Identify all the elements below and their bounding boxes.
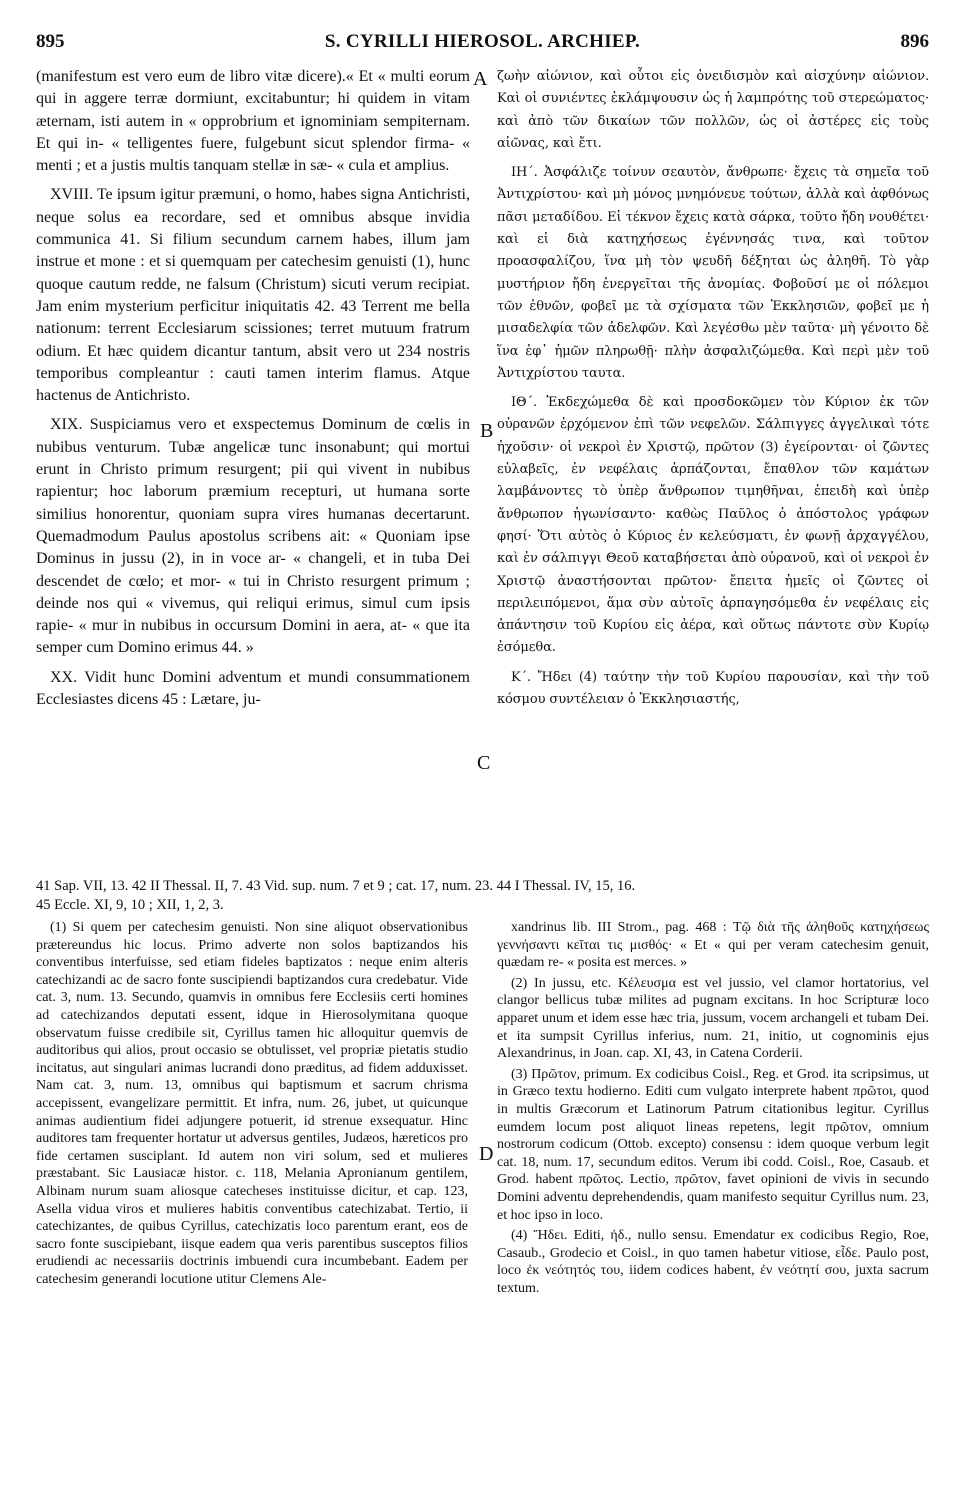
footnotes-right [497,919,929,1297]
footnote-3: (3) Πρῶτον, primum. Ex codicibus Coisl., Reg. et Grod. ita scripsimus, ut in Græco textu hodierno. Editi cum vulgato interprete habent πρῶτοι, quod in multis Græcorum et Latinorum Patrum citationibus legitur. Cyrillus eumdem locum post aliquot lineas repetens, legit πρῶτον, omnium nostrorum codicum (Ottob. excepto) consensu : idem quoque verbum legit cat. 18, num. 17, secundum editos. Verum ibi codd. Coisl., Roe, Casaub. et Grod. habent πρῶτος. Lectio, πρῶτον, favet opinioni de vivis in secundo Domini adventu deprehendendis, quam manifesto sequitur Cyrillus num. 23, et hoc ipso in loco. [497,1066,929,1223]
greek-column [497,66,929,711]
footnote-1-continued: xandrinus lib. III Strom., pag. 468 : Τῷ διὰ τῆς ἀληθοῦς κατηχήσεως γεννήσαντι κεῖται τις μισθός· « Et « qui per veram catechesim genuit, quædam re- « posita est merces. » [497,920,929,971]
greek-paragraph-19: ΙΘ΄. Ἐκδεχώμεθα δὲ καὶ προσδοκῶμεν τὸν Κύριον ἐκ τῶν οὐρανῶν ἐρχόμενον ἐπὶ τῶν νεφελῶν. Σάλπιγγες ἀγγελικαὶ τότε ἠχοῦσιν· οἱ νεκροὶ ἐν Χριστῷ, πρῶτον (3) ἐγείρονται· οἱ ζῶντες εὐλαβεῖς, ἐν νεφέλαις ἁρπάζονται, ἔπαθλον τῶν καμάτων λαμβάνοντες τὸ ὑπὲρ ἄνθρωπον τιμηθῆναι, ἐπειδὴ καὶ ὑπὲρ ἄνθρωπον ἠγωνίσαντο· καθὼς Παῦλος ὁ ἀπόστολος γράφων φησί· Ὅτι αὐτὸς ὁ Κύριος ἐν κελεύσματι, ἐν φωνῇ ἀρχαγγέλου, καὶ ἐν σάλπιγγι Θεοῦ καταβήσεται ἀπὸ οὐρανοῦ, καὶ οἱ νεκροὶ ἐν Χριστῷ ἀναστήσονται πρῶτον· ἔπειτα ἡμεῖς οἱ ζῶντες οἱ περιλειπόμενοι, ἅμα σὺν αὐτοῖς ἁρπαγησόμεθα ἐν νεφέλαις εἰς ἀπάντησιν τοῦ Κυρίου εἰς ἀέρα, καὶ οὕτως πάντοτε σὺν Κυρίῳ ἐσόμεθα. [497,395,929,656]
greek-paragraph-18: ΙΗ΄. Ἀσφάλιζε τοίνυν σεαυτὸν, ἄνθρωπε· ἔχεις τὰ σημεῖα τοῦ Ἀντιχρίστου· καὶ μὴ μόνος μνημόνευε τούτων, ἀλλὰ καὶ ἀφθόνως πᾶσι μεταδίδου. Εἰ τέκνον ἔχεις κατὰ σάρκα, τοῦτο ἤδη νουθέτει· καὶ εἰ διὰ κατηχήσεως ἐγέννησάς τινα, καὶ τοῦτον προασφαλίζου, ἵνα μὴ τὸν ψευδῆ δέξηται ὡς ἀληθῆ. Τὸ γὰρ μυστήριον ἤδη ἐνεργεῖται τῆς ἀνομίας. Φοβοῦσί με οἱ πόλεμοι τῶν ἐθνῶν, φοβεῖ με τὰ σχίσματα τῶν Ἐκκλησιῶν, φοβεῖ με ἡ μισαδελφία τῶν ἀδελφῶν. Καὶ λεγέσθω μὲν ταῦτα· μὴ γένοιτο δὲ ἵνα ἐφ᾽ ἡμῶν πληρωθῇ· πλὴν ἀσφαλιζώμεθα. Καὶ περὶ μὲν τοῦ Ἀντιχρίστου ταυτα. [497,165,929,381]
latin-paragraph-xviii: XVIII. Te ipsum igitur præmuni, o homo, habes signa Antichristi, neque solus ea recordare, sed et omnibus absque invidia communica 41. Si filium secundum carnem habes, illum jam instrue et mone : et si quemquam per catechesim genuisti (1), hunc quoque cautum redde, ne falsum (Christum) sicuti verum recipiat. Jam enim mysterium perficitur iniquitatis 42. 43 Terrent me bella nationum: terrent Ecclesiarum scissiones; terret mutuum fratrum odium. Et hæc quidem dicantur tantum, absit vero ut 234 nostris temporibus compleantur : cauti tamen interim flamus. Atque hactenus de Antichristo. [36,186,470,405]
greek-paragraph-20: Κ΄. Ἤδει (4) ταύτην τὴν τοῦ Κυρίου παρουσίαν, καὶ τὴν τοῦ κόσμου συντέλειαν ὁ Ἐκκλησιαστής, [497,669,929,708]
running-title: S. CYRILLI HIEROSOL. ARCHIEP. [324,31,641,52]
margin-letter-a: A [473,68,488,90]
page-number-left: 895 [36,31,65,52]
margin-letter-c: C [477,752,491,774]
reference-line: 45 Eccle. XI, 9, 10 ; XII, 1, 2, 3. [36,897,224,913]
greek-paragraph-intro: ζωὴν αἰώνιον, καὶ οὗτοι εἰς ὀνειδισμὸν καὶ αἰσχύνην αἰώνιον. Καὶ οἱ συνιέντες ἐκλάμψουσιν ὡς ἡ λαμπρότης τοῦ στερεώματος· καὶ ἀπὸ τῶν δικαίων τῶν πολλῶν, ὡς οἱ ἀστέρες εἰς τοὺς αἰῶνας, καὶ ἔτι. [497,69,929,151]
scripture-references [36,877,929,915]
margin-letter-d: D [479,1143,494,1165]
footnote-4: (4) Ἤδει. Editi, ἠδ., nullo sensu. Emendatur ex codicibus Regio, Roe, Casaub., Grodecio et Coisl., in quo tamen habetur vitiose, εἶδε. Paulo post, loco ἐκ νεότητός του, iidem codices habent, ἐν νεότητί σου, juxta sacrum textum. [497,1228,929,1296]
footnote-1: (1) Si quem per catechesim genuisti. Non sine aliquot observationibus prætereundus hic locus. Primo adverte non solos baptizandos his conventibus interfuisse, sed etiam fideles baptizatos : neque enim alteris catechizandi ac de sacro fonte suscipiendi baptizandos cura credebatur. Vide cat. 3, num. 13. Secundo, quamvis in omnibus fere Ecclesiis certi homines ad catechizandos deputati essent, idque in Hierosolymitana quoque observatum fuisse credibile sit, Cyrillus tamen hic alloquitur quemvis de auditoribus qui alios, prout occasio se obtulisset, vel propriæ pietatis studio incitatus, aut singulari animas lucrandi dono præditus, ad fidem adduxisset. Nam cat. 3, num. 13, omnibus qui baptismum et sacrum chrisma accepissent, evangelizare permittit. Et infra, num. 26, jubet, ut quicunque animas audientium fidei adjungere potuerit, id strenue exsequatur. Hinc auditores tam frequenter hortatur ut adversus gentiles, Judæos, hæreticos pro fide certamen susciplant. Id autem non viri solum, sed et mulieres præstabant. Sic Lausiacæ histor. c. 118, Melania Apronianum gentilem, Albinam nurum suam aliosque catecheses instituisse dicitur, et cap. 123, Asella vidua viros et mulieres habitis conventibus catechizabat. Tertio, ii catechizantes, de quibus Cyrillus, catechizatis loco parentum erant, eos de sacro fonte suscipiebant, iisque eadem qua veris parentibus susceptos filios erudiendi ac necessariis doctrinis imbuendi cura incumbebant. Eadem per catechesim generandi locutione utitur Clemens Ale- [36,920,468,1287]
latin-column [36,66,470,711]
footnotes-left [36,919,468,1288]
latin-paragraph-xx: XX. Vidit hunc Domini adventum et mundi consummationem Ecclesiastes dicens 45 : Lætare, ju- [36,668,470,709]
page-header [36,31,929,59]
latin-paragraph-xix: XIX. Suspiciamus vero et exspectemus Dominum de cœlis in nubibus venturum. Tubæ angelicæ tunc insonabunt; qui mortui erunt in Christo primum resurgent; pii qui vivent in nubibus rapientur; hoc laborum præmium recepturi, ut humana sorte similius honorentur, quoniam supra vires humanas decertarunt. Quemadmodum Paulus apostolus scribens ait: « Quoniam ipse Dominus in jussu (2), in in voce ar- « changeli, et in tuba Dei descendet de cœlo; et mor- « tui in Christo resurgent primum ; deinde nos qui « vivemus, qui reliqui erimus, simul cum ipsis rapie- « mur in nubibus in occursum Domini in aera, at- « que ita semper cum Domino erimus 44. » [36,416,470,657]
reference-line: 41 Sap. VII, 13. 42 II Thessal. II, 7. 43 Vid. sup. num. 7 et 9 ; cat. 17, num. 23. 44 I Thessal. IV, 15, 16. [36,878,636,894]
latin-paragraph-intro: (manifestum est vero eum de libro vitæ dicere).« Et « multi eorum qui in aggere terræ dormiunt, excitabuntur; hi quidem in vitam æternam, isti autem in « opprobrium et ignominiam sempiternam. Et qui in- « telligentes fuere, fulgebunt sicut splendor firma- « menti ; et a justis multis tanquam stellæ in sæ- « cula et amplius. [36,68,470,175]
footnote-2: (2) In jussu, etc. Κέλευσμα est vel jussio, vel clamor hortatorius, vel clangor bellicus tubæ milites ad pugnam excitans. In hoc Scripturæ loco apparet unum et idem esse hæc tria, jussum, vocem archangeli et tubam Dei. et ita sumpsit Cyrillus inferius, num. 21, initio, ut cognominis ejus Alexandrinus, in Joan. cap. XI, 43, in Catena Corderii. [497,975,929,1062]
page-number-right: 896 [900,31,929,52]
margin-letter-b: B [480,420,494,442]
